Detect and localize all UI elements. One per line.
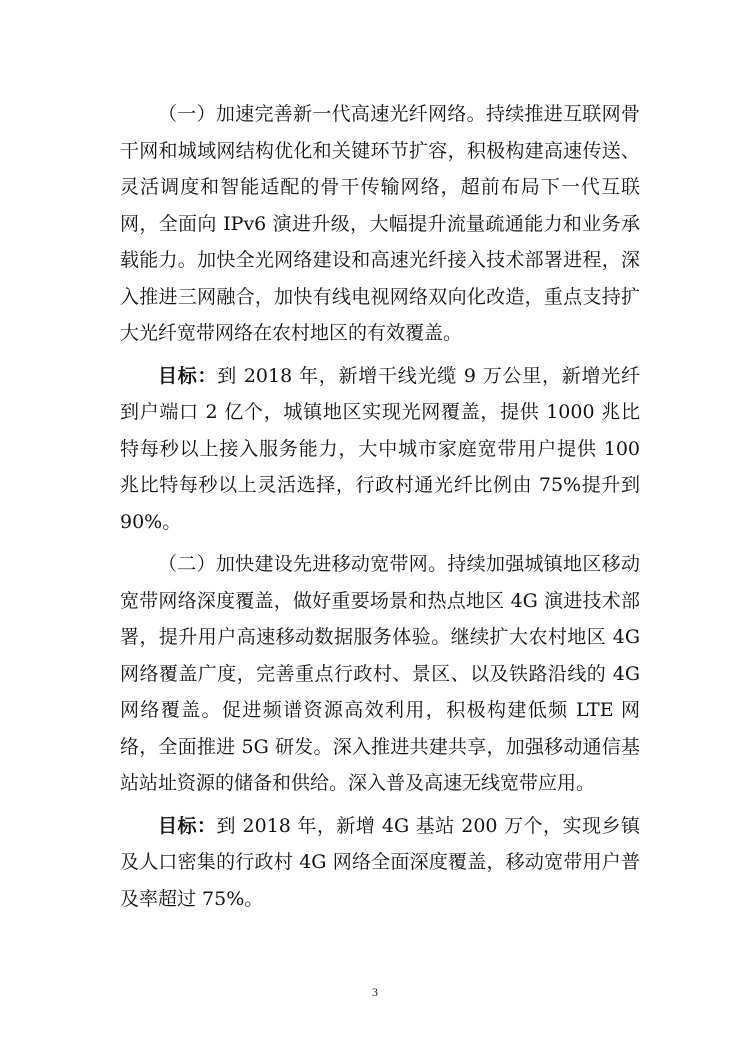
section-2-goal-text: 到 2018 年，新增 4G 基站 200 万个，实现乡镇及人口密集的行政村 4G 网络全面深度覆盖，移动宽带用户普及率超过 75%。 [120, 814, 640, 910]
section-1-paragraph [120, 96, 640, 352]
section-1-heading: （一）加速完善新一代高速光纤网络。 [158, 103, 486, 125]
page-number: 3 [372, 985, 378, 999]
section-2-goal-paragraph [120, 808, 640, 918]
section-2-goal-label: 目标： [158, 814, 217, 837]
section-2-body: 持续加强城镇地区移动宽带网络深度覆盖，做好重要场景和热点地区 4G 演进技术部署，提升用户高速移动数据服务体验。继续扩大农村地区 4G 网络覆盖广度，完善重点行政村、景区、以及铁路沿线的 4G 网络覆盖。促进频谱资源高效利用，积极构建低频 LTE 网络，全面推进 5G 研发。深入推进共建共享，加强移动通信基站站址资源的储备和供给。深入普及高速无线宽带应用。 [120, 553, 640, 794]
section-1-goal-label: 目标： [158, 364, 218, 387]
section-1-goal-paragraph [120, 358, 640, 541]
section-2-paragraph [120, 546, 640, 802]
section-1-body: 持续推进互联网骨干网和城域网结构优化和关键环节扩容，积极构建高速传送、灵活调度和智能适配的骨干传输网络，超前布局下一代互联网，全面向 IPv6 演进升级，大幅提升流量疏通能力和业务承载能力。加快全光网络建设和高速光纤接入技术部署进程，深入推进三网融合，加快有线电视网络双向化改造，重点支持扩大光纤宽带网络在农村地区的有效覆盖。 [120, 103, 640, 344]
section-2-heading: （二）加快建设先进移动宽带网。 [158, 553, 448, 575]
section-1-goal-text: 到 2018 年，新增干线光缆 9 万公里，新增光纤到户端口 2 亿个，城镇地区实现光网覆盖，提供 1000 兆比特每秒以上接入服务能力，大中城市家庭宽带用户提供 100 兆比特每秒以上灵活选择，行政村通光纤比例由 75%提升到 90%。 [120, 364, 640, 533]
document-body [120, 96, 640, 923]
